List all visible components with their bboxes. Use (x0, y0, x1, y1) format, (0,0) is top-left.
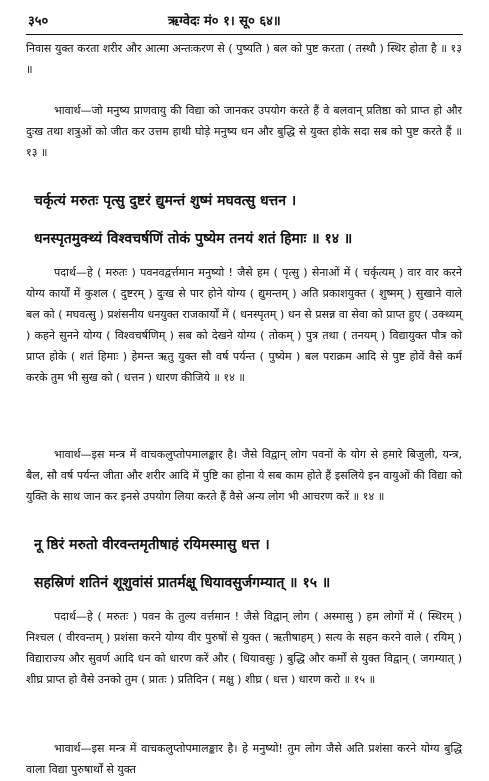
bhavartha-15: भावार्थ—इस मन्त्र में वाचकलुप्तोपमालङ्कार है। हे मनुष्यो! तुम लोग जैसे अति प्रशंसा करने योग्य बुद्धि वाला विद्या पुरुषार्थों से युक्त (26, 742, 462, 776)
padartha-15: पदार्थ—हे ( मरुतः ) पवन के तुल्य वर्त्तमान ! जैसे विद्वान् लोग ( अस्मासु ) हम लोगों में ( स्थिरम् ) निश्चल ( वीरवन्तम् ) प्रशंसा करने योग्य वीर पुरुषों से युक्त ( ऋतीषाहम् ) सत्य के सहन करने वाले ( रयिम् ) विद्याराज्य और सुवर्ण आदि धन को धारण करें और ( धियावसुः ) बुद्धि और कर्मों से युक्त विद्वान् ( जगम्यात् ) शीघ्र प्राप्त हो वैसे उनको तुम ( प्रातः ) प्रतिदिन ( मक्षु ) शीघ्र ( धत्त ) धारण करो ॥ १५ ॥ (26, 610, 462, 686)
padartha-14: पदार्थ—हे ( मरुतः ) पवनवद्वर्त्तमान मनुष्यो ! जैसे हम ( पृत्सु ) सेनाओं में ( चर्कृत्यम् ) वार वार करने योग्य कार्यों में कुशल ( दुष्टरम् ) दुःख से पार होने योग्य ( द्युमन्तम् ) अति प्रकाशयुक्त ( शुष्मम् ) सुखाने वाले बल को ( मघवत्सु ) प्रशंसनीय धनयुक्त राजकार्यों में ( धनस्पृतम् ) धन से प्रसन्न वा सेवा को प्राप्त हुए ( उक्थ्यम् ) कहने सुनने योग्य ( विश्वचर्षणिम् ) सब को देखने योग्य ( तोकम् ) पुत्र तथा ( तनयम् ) विद्यायुक्त पौत्र को प्राप्त होके ( शतं हिमाः ) हेमन्त ऋतु युक्त सौ वर्ष पर्यन्त ( पुष्येम ) बल पराक्रम आदि से पुष्ट होवें वैसे कर्म करके तुम भी सुख को ( धत्तन ) धारण कीजिये ॥ १४ ॥ (26, 266, 462, 384)
mantra-14-line-1: चर्कृत्यं मरुतः पृत्सु दुष्टरं द्युमन्तं शुष्मं मघवत्सु धत्तन । (34, 193, 297, 209)
page-number: ३५० (28, 14, 49, 29)
mantra-15-line-1: नू ष्ठिरं मरुतो वीरवन्तमृतीषाहं रयिमस्मासु धत्त । (34, 537, 270, 553)
bhavartha-14: भावार्थ—इस मन्त्र में वाचकलुप्तोपमालङ्कार है। जैसे विद्वान् लोग पवनों के योग से हमारे बिजुली, यन्त्र, बैल, सौ वर्ष पर्यन्त जीता और शरीर आदि में पुष्टि का होना ये सब काम होते हैं इसलिये इन वायुओं की विद्या को युक्ति के साथ जान कर इनसे उपयोग लिया करते हैं वैसे अन्य लोग भी आचरण करें ॥ १४ ॥ (26, 448, 462, 503)
commentary-continuation: निवास युक्त करता शरीर और आत्मा अन्तःकरण से ( पुष्यति ) बल को पुष्ट करता ( तस्थौ ) स्थिर होता है ॥ १३ ॥ (26, 42, 462, 76)
header-title: ऋग्वेदः मं० १। सू० ६४॥ (168, 14, 281, 29)
mantra-14-line-2: धनस्पृतमुक्थ्यं विश्वचर्षणिं तोकं पुष्येम तनयं शतं हिमाः ॥ १४ ॥ (34, 231, 353, 247)
header-rule (26, 34, 463, 35)
bhavartha-13: भावार्थ—जो मनुष्य प्राणवायु की विद्या को जानकर उपयोग करते हैं वे बलवान् प्रतिष्ठा को प्राप्त हो और दुःख तथा शत्रुओं को जीत कर उत्तम हाथी घोड़े मनुष्य धन और बुद्धि से युक्त होके सदा सब को पुष्ट करते हैं ॥ १३ ॥ (26, 104, 462, 159)
running-header (28, 8, 459, 32)
mantra-15-line-2: सहस्रिणं शतिनं शूशुवांसं प्रातर्मक्षू धियावसुर्जगम्यात् ॥ १५ ॥ (34, 575, 331, 591)
